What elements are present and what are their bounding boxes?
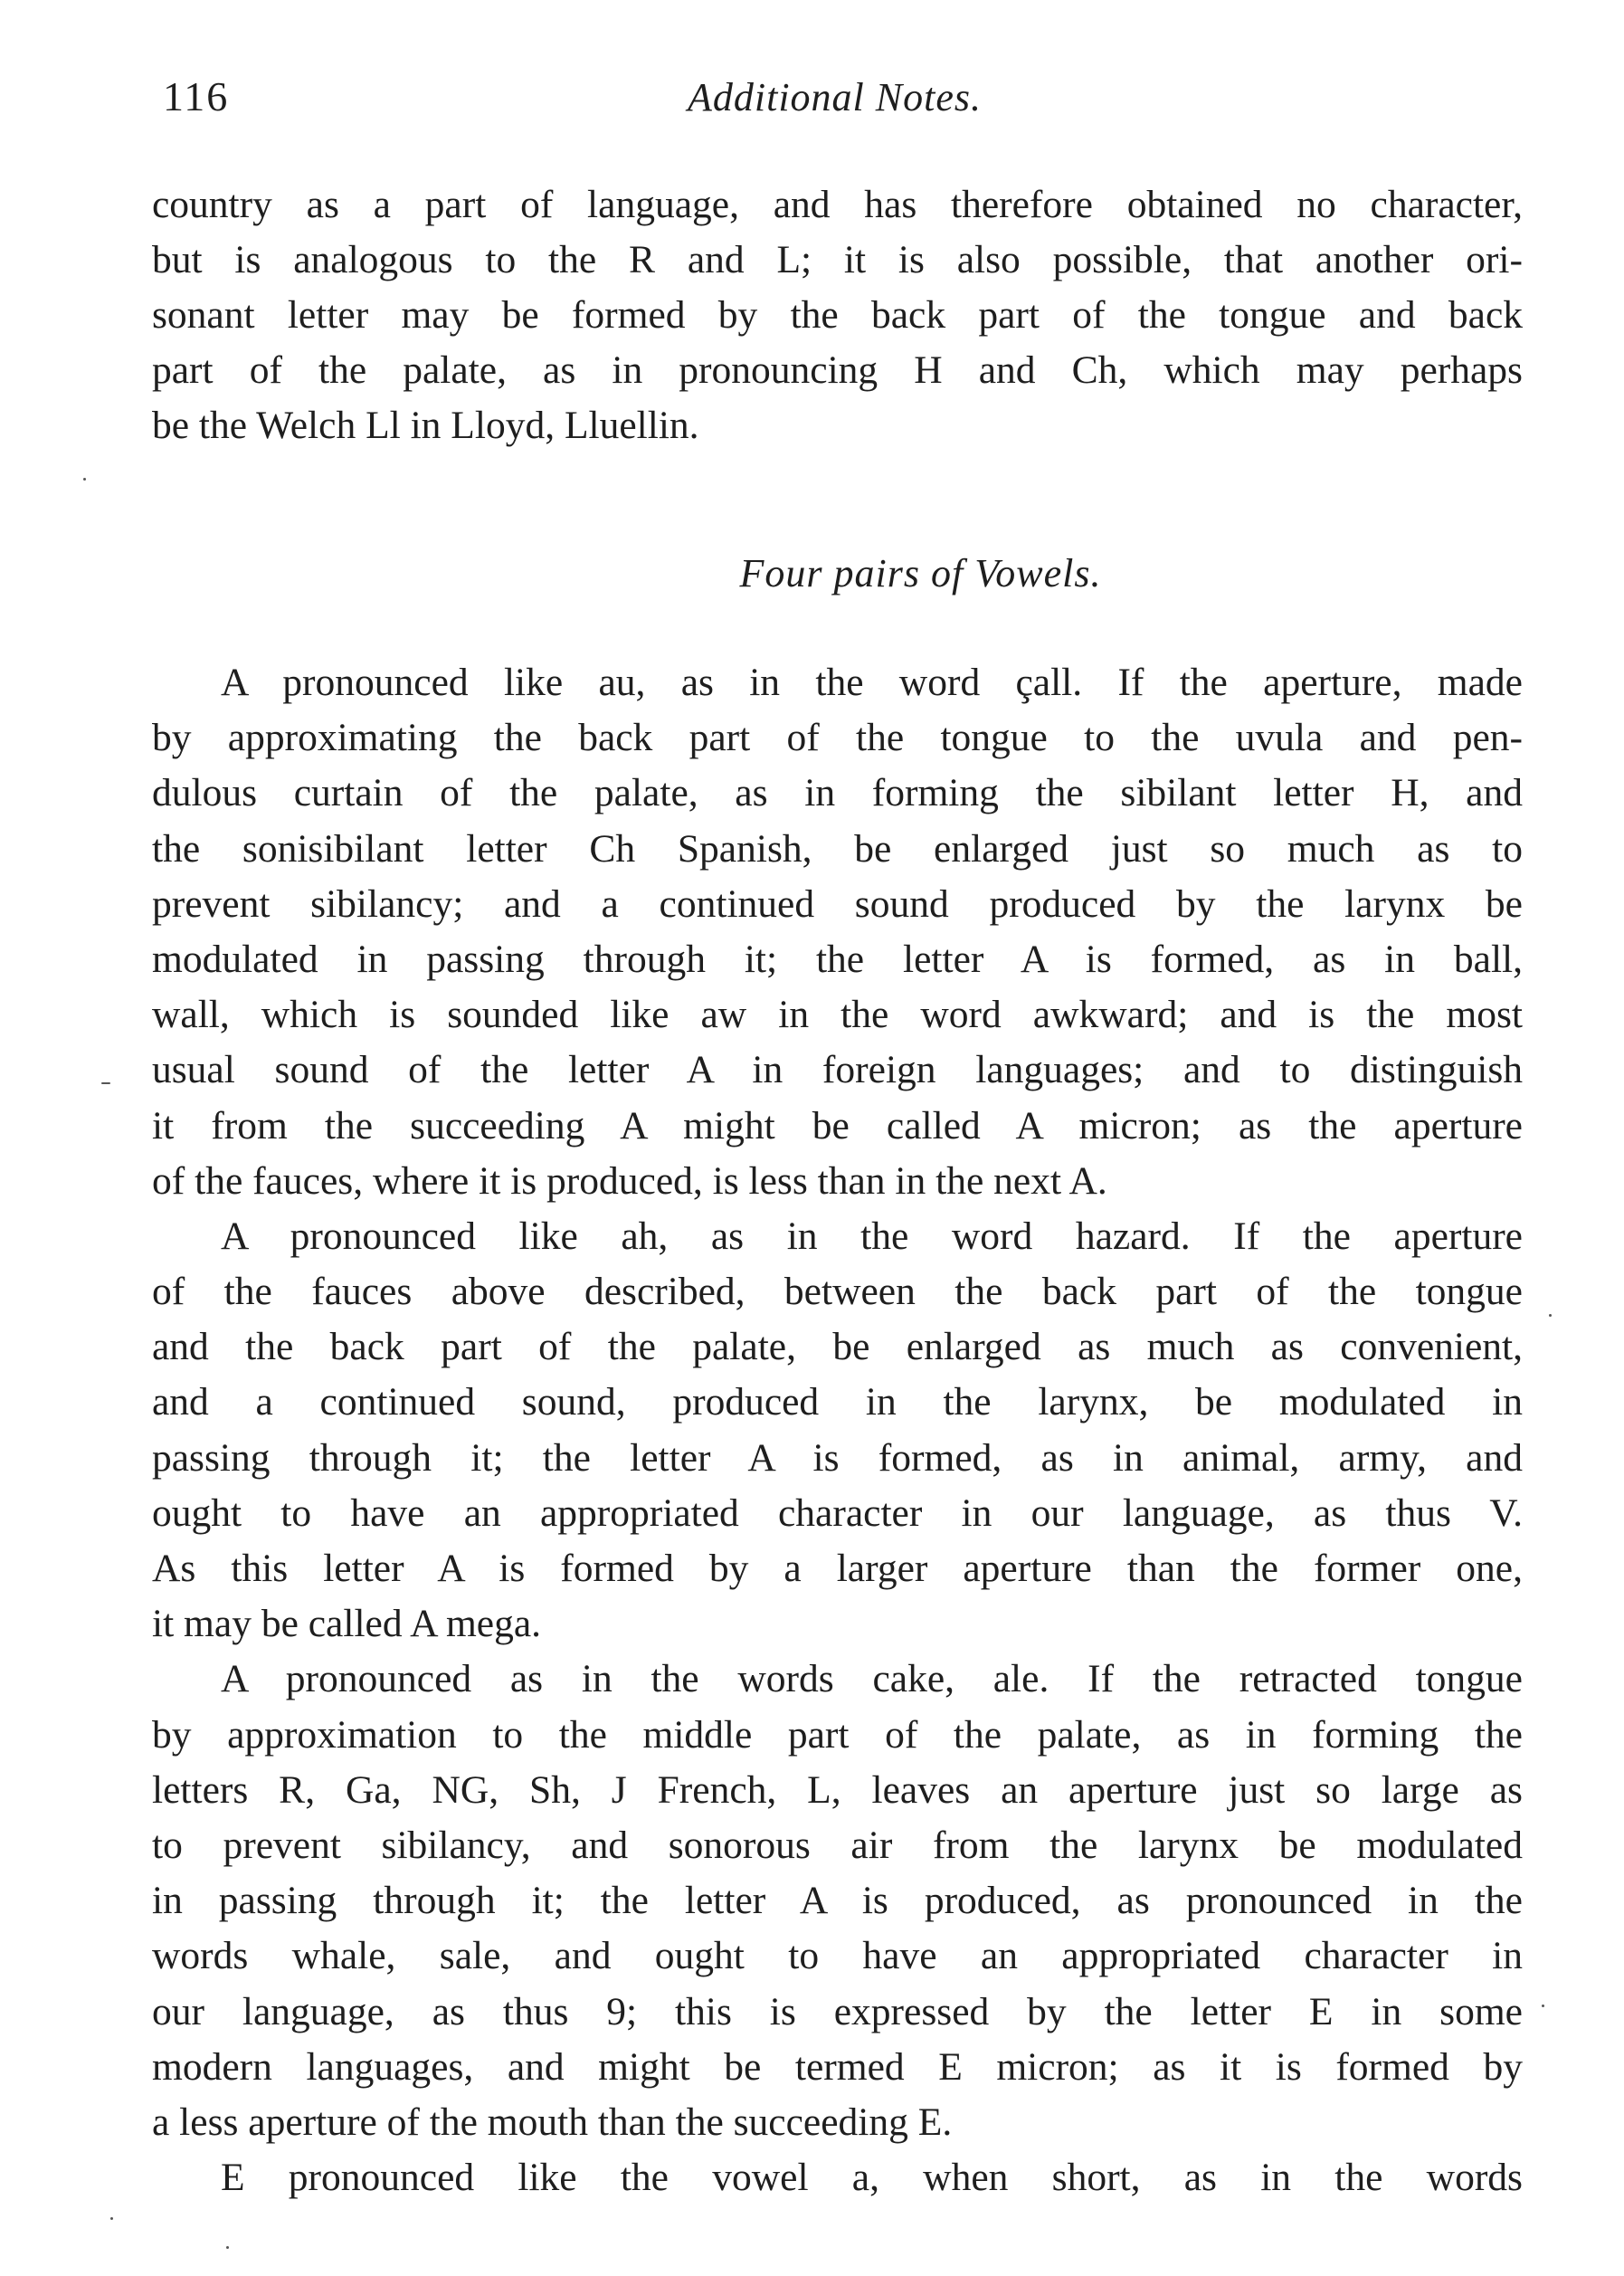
text-line: the sonisibilant letter Ch Spanish, be enlarged just so much as to (152, 826, 1523, 871)
text-line: a less aperture of the mouth than the succeeding E. (152, 2100, 953, 2144)
text-line: country as a part of language, and has therefore obtained no character, (152, 183, 1523, 226)
text-line: sonant letter may be formed by the back part of the tongue and back (152, 293, 1523, 337)
scan-speck (1549, 1314, 1552, 1317)
text-line: to prevent sibilancy, and sonorous air from the larynx be modulated (152, 1823, 1523, 1867)
text-line: ought to have an appropriated character in our language, as thus V. (152, 1490, 1523, 1535)
text-line: usual sound of the letter A in foreign languages; and to distinguish (152, 1048, 1523, 1092)
scan-speck (1542, 2005, 1544, 2007)
text-line: and a continued sound, produced in the larynx, be modulated in (152, 1380, 1523, 1424)
text-line: be the Welch Ll in Lloyd, Lluellin. (152, 404, 699, 447)
text-line: of the fauces above described, between the back part of the tongue (152, 1270, 1523, 1314)
text-line: of the fauces, where it is produced, is less than in the next A. (152, 1158, 1107, 1203)
text-line: but is analogous to the R and L; it is also possible, that another ori- (152, 238, 1523, 281)
text-line: modern languages, and might be termed E micron; as it is formed by (152, 2044, 1523, 2089)
page-number: 116 (163, 73, 230, 119)
paragraph-first-line: A pronounced as in the words cake, ale. If the retracted tongue (221, 1657, 1523, 1701)
text-line: it from the succeeding A might be called A micron; as the aperture (152, 1103, 1523, 1148)
paragraph-first-line: A pronounced like ah, as in the word hazard. If the aperture (221, 1214, 1523, 1258)
running-title: Additional Notes. (688, 75, 982, 119)
scan-speck (101, 1082, 110, 1084)
text-line: words whale, sale, and ought to have an appropriated character in (152, 1934, 1523, 1978)
text-line: wall, which is sounded like aw in the word awkward; and is the most (152, 993, 1523, 1037)
scan-speck (110, 2217, 113, 2220)
text-line: modulated in passing through it; the letter A is formed, as in ball, (152, 937, 1523, 981)
text-line: our language, as thus 9; this is expressed by the letter E in some (152, 1989, 1523, 2033)
text-line: part of the palate, as in pronouncing H and Ch, which may perhaps (152, 348, 1523, 392)
text-line: passing through it; the letter A is formed, as in animal, army, and (152, 1435, 1523, 1480)
text-line: prevent sibilancy; and a continued sound produced by the larynx be (152, 881, 1523, 926)
paragraph-first-line: E pronounced like the vowel a, when short, as in the words (221, 2156, 1523, 2200)
section-heading: Four pairs of Vowels. (739, 551, 1102, 595)
scan-speck (226, 2246, 229, 2249)
text-line: As this letter A is formed by a larger aperture than the former one, (152, 1547, 1523, 1590)
scan-speck (83, 478, 86, 481)
page-header (163, 72, 1520, 136)
text-line: letters R, Ga, NG, Sh, J French, L, leaves an aperture just so large as (152, 1767, 1523, 1812)
continuation-paragraph (152, 177, 1523, 453)
text-line: and the back part of the palate, be enlarged as much as convenient, (152, 1325, 1523, 1369)
paragraph-first-line: A pronounced like au, as in the word çall. If the aperture, made (221, 661, 1523, 704)
section-body (152, 655, 1523, 2205)
text-line: by approximating the back part of the tongue to the uvula and pen- (152, 716, 1523, 760)
text-line: by approximation to the middle part of the palate, as in forming the (152, 1712, 1523, 1757)
text-line: in passing through it; the letter A is produced, as pronounced in the (152, 1879, 1523, 1923)
text-line: dulous curtain of the palate, as in forming the sibilant letter H, and (152, 771, 1523, 815)
text-line: it may be called A mega. (152, 1602, 542, 1646)
